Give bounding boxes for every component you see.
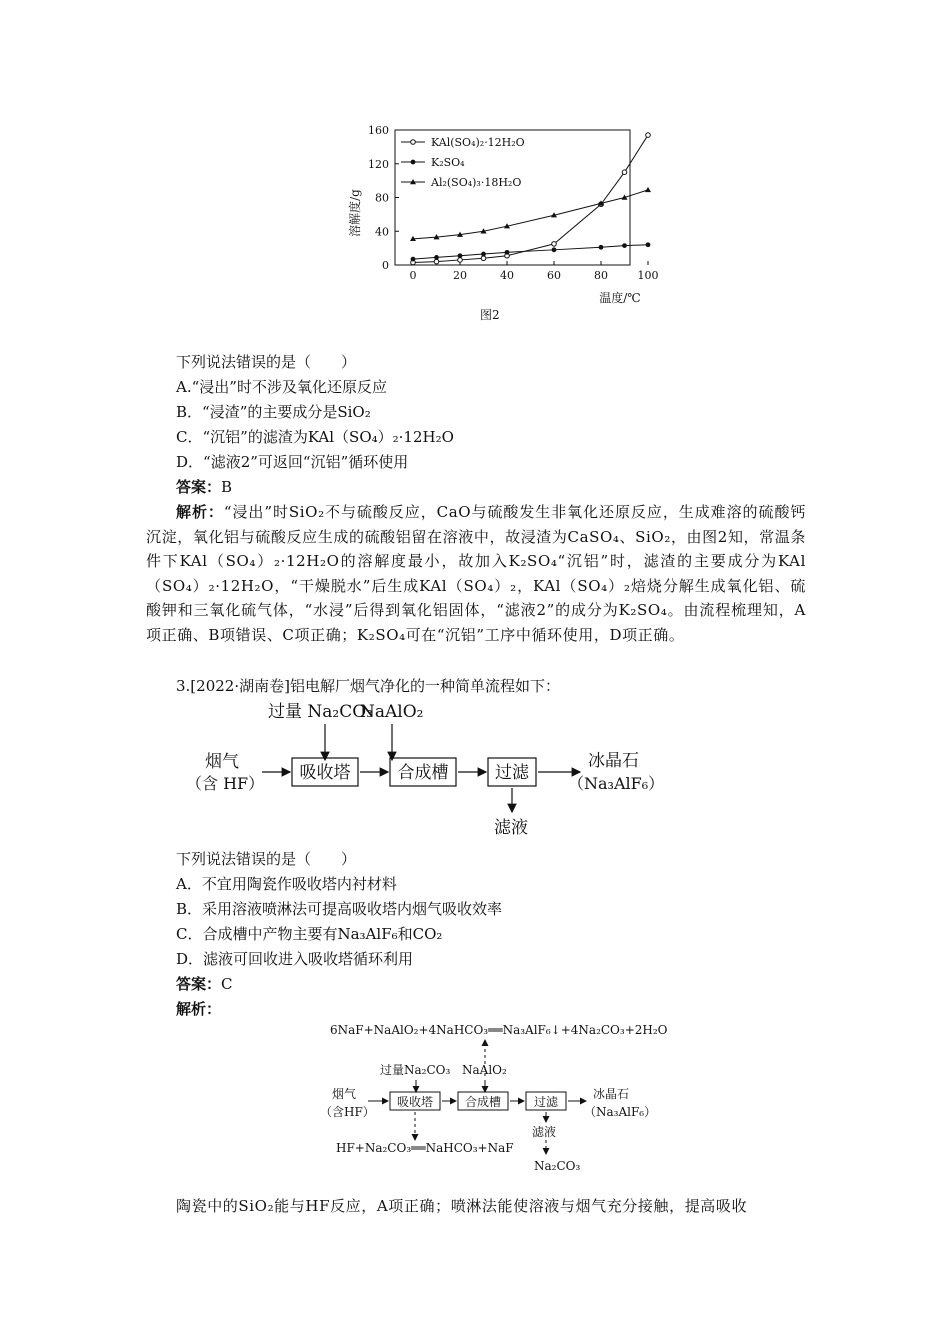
data-point	[646, 133, 651, 138]
series-line	[413, 190, 648, 239]
q3-stem: 下列说法错误的是（ ）	[176, 850, 357, 868]
analysis-box-synthesis-label: 合成槽	[464, 1095, 502, 1109]
legend-label: K₂SO₄	[431, 156, 465, 169]
analysis-product-top: 冰晶石	[593, 1087, 630, 1101]
data-point	[411, 140, 416, 145]
data-point	[622, 243, 627, 248]
data-point	[411, 160, 416, 165]
q3-analysis-label: 解析：	[176, 1000, 222, 1018]
q3-title: 3.[2022·湖南卷]铝电解厂烟气净化的一种简单流程如下：	[176, 677, 560, 695]
x-tick-label: 60	[547, 269, 561, 282]
data-point	[505, 250, 510, 255]
analysis-input-top: 烟气	[332, 1087, 357, 1101]
q2-analysis-label: 解析：	[176, 503, 224, 521]
flow-filtrate: 滤液	[494, 818, 528, 838]
q3-answer-value: C	[221, 975, 233, 993]
data-point	[411, 257, 416, 262]
q3-flow-diagram	[170, 700, 690, 840]
flow-input-bottom: （含 HF）	[186, 774, 265, 793]
x-tick-label: 100	[637, 269, 659, 282]
legend-label: KAl(SO₄)₂·12H₂O	[431, 136, 525, 149]
q3-answer	[176, 972, 233, 996]
data-point	[599, 245, 604, 250]
y-tick-label: 0	[382, 259, 389, 272]
q2-answer-value: B	[221, 478, 233, 496]
y-tick-label: 40	[375, 225, 389, 239]
data-point	[646, 242, 651, 247]
q2-analysis-text: “浸出”时SiO₂不与硫酸反应，CaO与硫酸发生非氧化还原反应，生成难溶的硫酸钙沉淀，氧化铝与硫酸反应生成的硫酸铝留在溶液中，故浸渣为CaSO₄、SiO₂，由图2知，常温条件下KAl（SO₄）₂·12H₂O的溶解度最小，故加入K₂SO₄“沉铝”时，滤渣的主要成分为KAl（SO₄）₂·12H₂O，“干燥脱水”后生成KAl（SO₄）₂，KAl（SO₄）₂焙烧分解生成氧化铝、硫酸钾和三氧化硫气体，“水浸”后得到氧化铝固体，“滤液2”的成分为K₂SO₄。由流程梳理知，A项正确、B项错误、C项正确；K₂SO₄可在“沉铝”工序中循环使用，D项正确。	[146, 503, 806, 644]
q2-option-b: B．“浸渣”的主要成分是SiO₂	[176, 403, 371, 421]
q3-analysis-text: 陶瓷中的SiO₂能与HF反应，A项正确；喷淋法能使溶液与烟气充分接触，提高吸收	[176, 1197, 748, 1215]
analysis-recycled: Na₂CO₃	[534, 1159, 581, 1173]
flow-box-absorber-label: 吸收塔	[299, 763, 351, 783]
q3-answer-label: 答案：	[176, 975, 222, 993]
analysis-input-bottom: （含HF）	[320, 1105, 375, 1119]
data-point	[458, 258, 463, 263]
analysis-filtrate: 滤液	[532, 1125, 557, 1139]
solubility-chart	[340, 118, 660, 308]
flow-product-bottom: （Na₃AlF₆）	[568, 774, 665, 793]
q3-option-d: D．滤液可回收进入吸收塔循环利用	[176, 950, 414, 968]
q3-option-c: C．合成槽中产物主要有Na₃AlF₆和CO₂	[176, 925, 443, 943]
chart-plot-frame	[395, 130, 630, 265]
x-tick-label: 80	[594, 269, 608, 282]
legend-label: Al₂(SO₄)₃·18H₂O	[431, 176, 522, 189]
q3-option-a: A．不宜用陶瓷作吸收塔内衬材料	[176, 875, 397, 893]
flow-product-top: 冰晶石	[588, 751, 639, 771]
data-point	[481, 256, 486, 261]
data-point	[552, 242, 557, 247]
analysis-top-equation: 6NaF+NaAlO₂+4NaHCO₃══Na₃AlF₆↓+4Na₂CO₃+2H₂O	[330, 1023, 668, 1037]
q2-answer-label: 答案：	[176, 478, 222, 496]
data-point	[552, 247, 557, 252]
chart-ylabel: 溶解度/g	[348, 189, 362, 237]
chart-xlabel: 温度/℃	[599, 291, 641, 305]
analysis-box-absorber-label: 吸收塔	[396, 1095, 434, 1109]
q2-analysis	[146, 500, 806, 647]
data-point	[434, 255, 439, 260]
data-point	[434, 259, 439, 264]
series-line	[413, 135, 648, 262]
q2-option-a: A.“浸出”时不涉及氧化还原反应	[176, 378, 387, 396]
data-point	[622, 170, 627, 175]
flow-box-synthesis-label: 合成槽	[397, 763, 449, 783]
q2-answer	[176, 475, 232, 499]
flow-box-filter-label: 过滤	[495, 763, 529, 783]
y-tick-label: 160	[368, 124, 389, 137]
analysis-reagent1: 过量Na₂CO₃	[380, 1063, 451, 1077]
flow-reagent1: 过量 Na₂CO₃	[268, 702, 373, 722]
y-tick-label: 80	[375, 191, 389, 205]
x-tick-label: 40	[500, 269, 514, 282]
q2-option-c: C．“沉铝”的滤渣为KAl（SO₄）₂·12H₂O	[176, 428, 454, 446]
series-line	[413, 245, 648, 259]
q2-option-d: D．“滤液2”可返回“沉铝”循环使用	[176, 453, 409, 471]
flow-reagent2: NaAlO₂	[360, 702, 424, 722]
x-tick-label: 20	[453, 269, 467, 282]
q3-option-b: B．采用溶液喷淋法可提高吸收塔内烟气吸收效率	[176, 900, 503, 918]
analysis-product-bottom: （Na₃AlF₆）	[584, 1105, 657, 1119]
data-point	[645, 187, 651, 192]
x-tick-label: 0	[409, 269, 417, 282]
flow-input-top: 烟气	[205, 752, 239, 772]
figure-caption: 图2	[480, 308, 500, 322]
q3-analysis-diagram	[310, 1018, 670, 1178]
analysis-reagent2: NaAlO₂	[462, 1063, 507, 1077]
y-tick-label: 120	[368, 157, 389, 171]
analysis-bottom-equation: HF+Na₂CO₃══NaHCO₃+NaF	[336, 1141, 514, 1155]
data-point	[458, 253, 463, 258]
q2-stem: 下列说法错误的是（ ）	[176, 353, 357, 371]
data-point	[481, 252, 486, 257]
analysis-box-filter-label: 过滤	[533, 1095, 559, 1109]
